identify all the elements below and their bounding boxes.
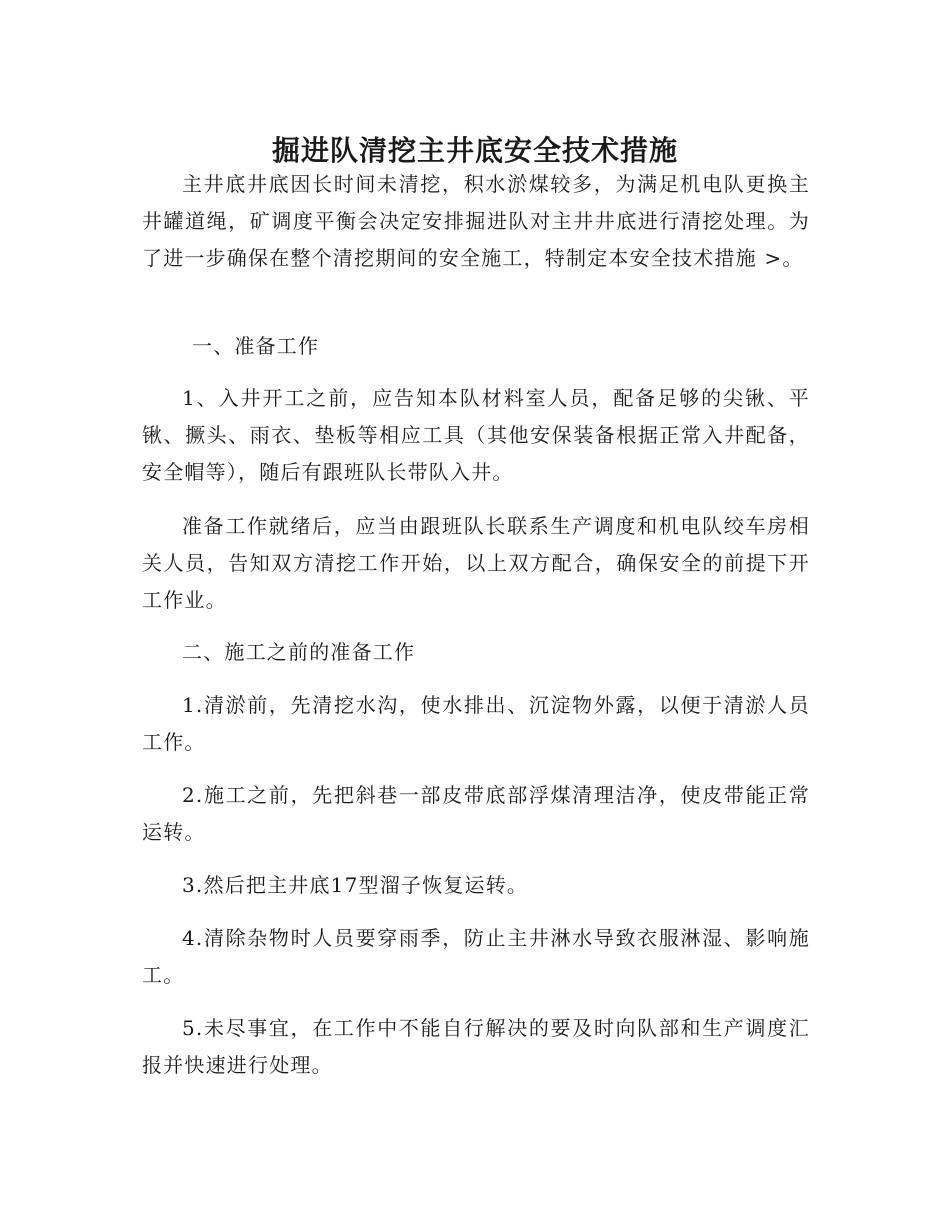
document-title: 掘进队清挖主井底安全技术措施 (271, 133, 678, 167)
section-heading-pre-construction: 二、施工之前的准备工作 (182, 640, 416, 664)
pre-construction-item-2: 2.施工之前，先把斜巷一部皮带底部浮煤清理洁净，使皮带能正常运转。 (142, 783, 810, 844)
pre-construction-item-4: 4.清除杂物时人员要穿雨季，防止主井淋水导致衣服淋湿、影响施工。 (142, 926, 810, 987)
pre-construction-item-3: 3.然后把主井底17型溜子恢复运转。 (182, 873, 529, 897)
intro-paragraph: 主井底井底因长时间未清挖，积水淤煤较多，为满足机电队更换主井罐道绳，矿调度平衡会决定安排掘进队对主井井底进行清挖处理。为了进一步确保在整个清挖期间的安全施工，特制定本安全技术措施 >。 (142, 172, 810, 270)
preparation-note: 准备工作就绪后，应当由跟班队长联系生产调度和机电队绞车房相关人员，告知双方清挖工作开始，以上双方配合，确保安全的前提下开工作业。 (142, 514, 810, 612)
section-heading-preparation: 一、准备工作 (192, 334, 320, 358)
pre-construction-item-1: 1.清淤前，先清挖水沟，使水排出、沉淀物外露，以便于清淤人员工作。 (142, 693, 810, 754)
preparation-item-1: 1、入井开工之前，应告知本队材料室人员，配备足够的尖锹、平锹、撅头、雨衣、垫板等相应工具（其他安保装备根据正常入井配备，安全帽等），随后有跟班队长带队入井。 (142, 386, 810, 484)
pre-construction-item-5: 5.未尽事宜，在工作中不能自行解决的要及时向队部和生产调度汇报并快速进行处理。 (142, 1016, 810, 1077)
